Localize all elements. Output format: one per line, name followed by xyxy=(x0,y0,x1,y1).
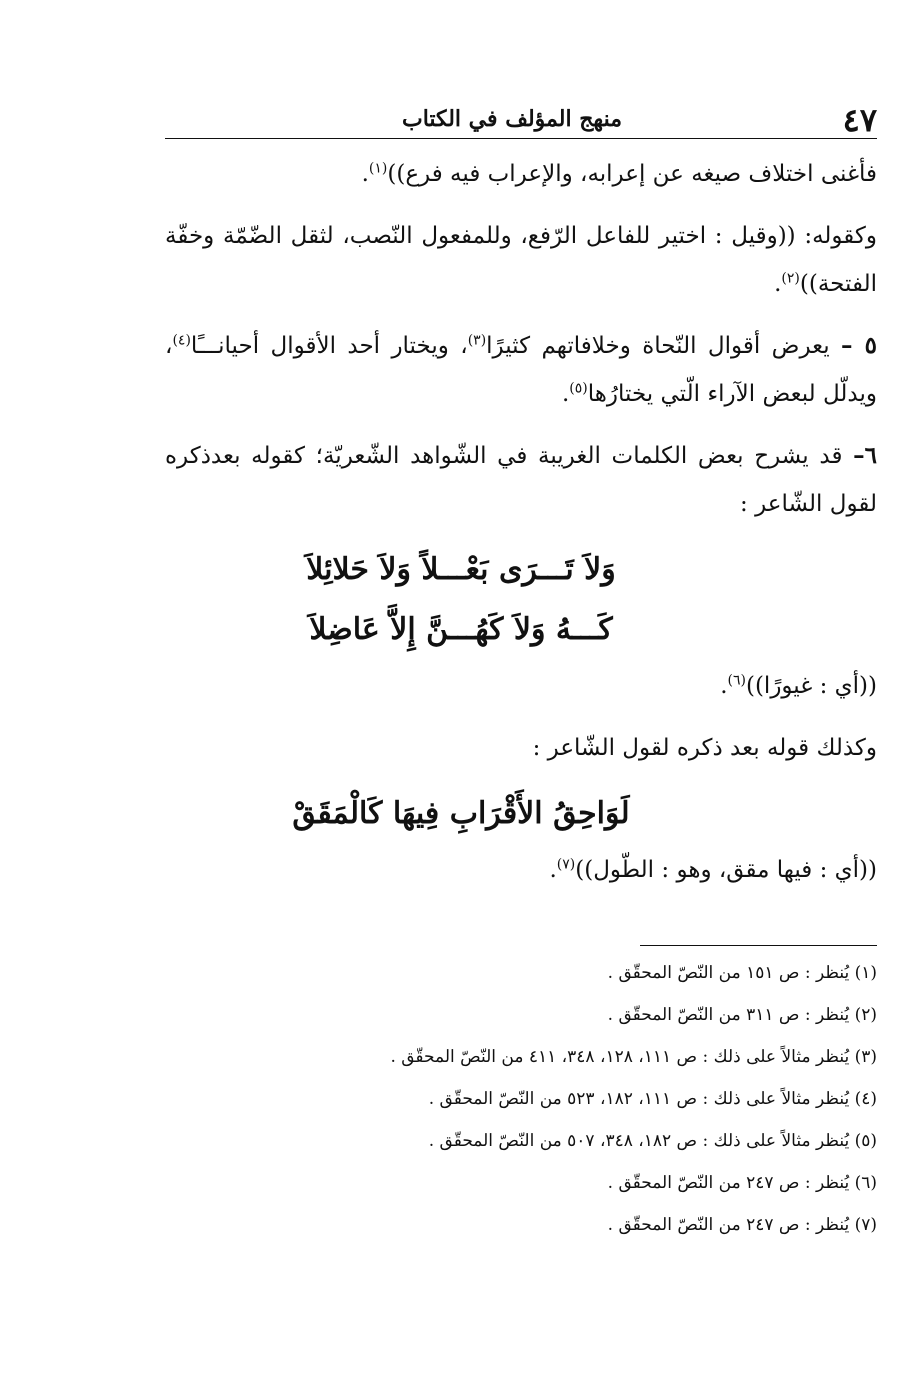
verse-line-2: كَـــهُ وَلاَ كَهُـــنَّ إِلاَّ عَاضِلاَ xyxy=(309,612,613,647)
footnote-ref-1: (١) xyxy=(368,160,388,177)
paragraph-7: ((أي : فيها مقق، وهو : الطّول))$^{(٧)}$. xyxy=(549,856,877,883)
item-number-6: ٦– xyxy=(853,442,877,469)
footnote-4: (٤) يُنظر مثالاً على ذلك : ص ١١١، ١٨٢، ٥٢٣ من النّصّ المحقّق . xyxy=(428,1089,877,1109)
header-rule xyxy=(165,138,877,139)
paragraph-5: ((أي : غيورًا))$^{(٦)}$. xyxy=(720,672,877,699)
running-title: منهج المؤلف في الكتاب xyxy=(402,106,622,132)
page-header xyxy=(165,100,877,139)
footnote-ref-7: (٧) xyxy=(556,856,576,873)
footnote-6: (٦) يُنظر : ص ٢٤٧ من النّصّ المحقّق . xyxy=(607,1173,877,1193)
footnote-2: (٢) يُنظر : ص ٣١١ من النّصّ المحقّق . xyxy=(607,1005,877,1025)
item-number-5: ٥ – xyxy=(841,332,877,359)
footnote-7: (٧) يُنظر : ص ٢٤٧ من النّصّ المحقّق . xyxy=(607,1215,877,1235)
footnote-ref-4: (٤) xyxy=(172,332,191,349)
paragraph-4: ٦– قد يشرح بعض الكلمات الغريبة في الشّواهد الشّعريّة؛ كقوله بعدذكره لقول الشّاعر : xyxy=(165,442,877,517)
footnote-ref-6: (٦) xyxy=(727,672,746,689)
verse-line-1: وَلاَ تَـــرَى بَعْـــلاً وَلاَ حَلائِلاَ xyxy=(306,552,616,587)
paragraph-3: ٥ – يعرض أقوال النّحاة وخلافاتهم كثيرًا$^{(٣)}$، ويختار أحد الأقوال أحيانـــًا$^{(٤)}$، ويدلّل لبعض الآراء الّتي يختارُها$^{(٥)}$. xyxy=(165,332,877,407)
footnote-5: (٥) يُنظر مثالاً على ذلك : ص ١٨٢، ٣٤٨، ٥٠٧ من النّصّ المحقّق . xyxy=(428,1131,877,1151)
paragraph-6: وكذلك قوله بعد ذكره لقول الشّاعر : xyxy=(532,735,877,761)
main-text xyxy=(165,150,877,908)
page-number: ٤٧ xyxy=(842,101,877,139)
footnote-separator xyxy=(640,945,877,946)
footnote-3: (٣) يُنظر مثالاً على ذلك : ص ١١١، ١٢٨، ٣٤٨، ٤١١ من النّصّ المحقّق . xyxy=(390,1047,877,1067)
verse-line-3: لَوَاحِقُ الأَقْرَابِ فِيهَا كَالْمَقَقْ xyxy=(292,796,630,831)
paragraph-2: وكقوله: ((وقيل : اختير للفاعل الرّفع، وللمفعول النّصب، لثقل الضّمّة وخفّة الفتحة))$^{(٢)}$. xyxy=(165,223,877,297)
footnote-ref-2: (٢) xyxy=(781,270,800,287)
paragraph-1: فأغنى اختلاف صيغه عن إعرابه، والإعراب فيه فرع))$^{(١)}$. xyxy=(361,160,877,187)
footnote-1: (١) يُنظر : ص ١٥١ من النّصّ المحقّق . xyxy=(607,963,877,983)
footnote-ref-3: (٣) xyxy=(467,332,487,349)
footnotes xyxy=(165,962,877,1256)
footnote-ref-5: (٥) xyxy=(569,380,588,397)
